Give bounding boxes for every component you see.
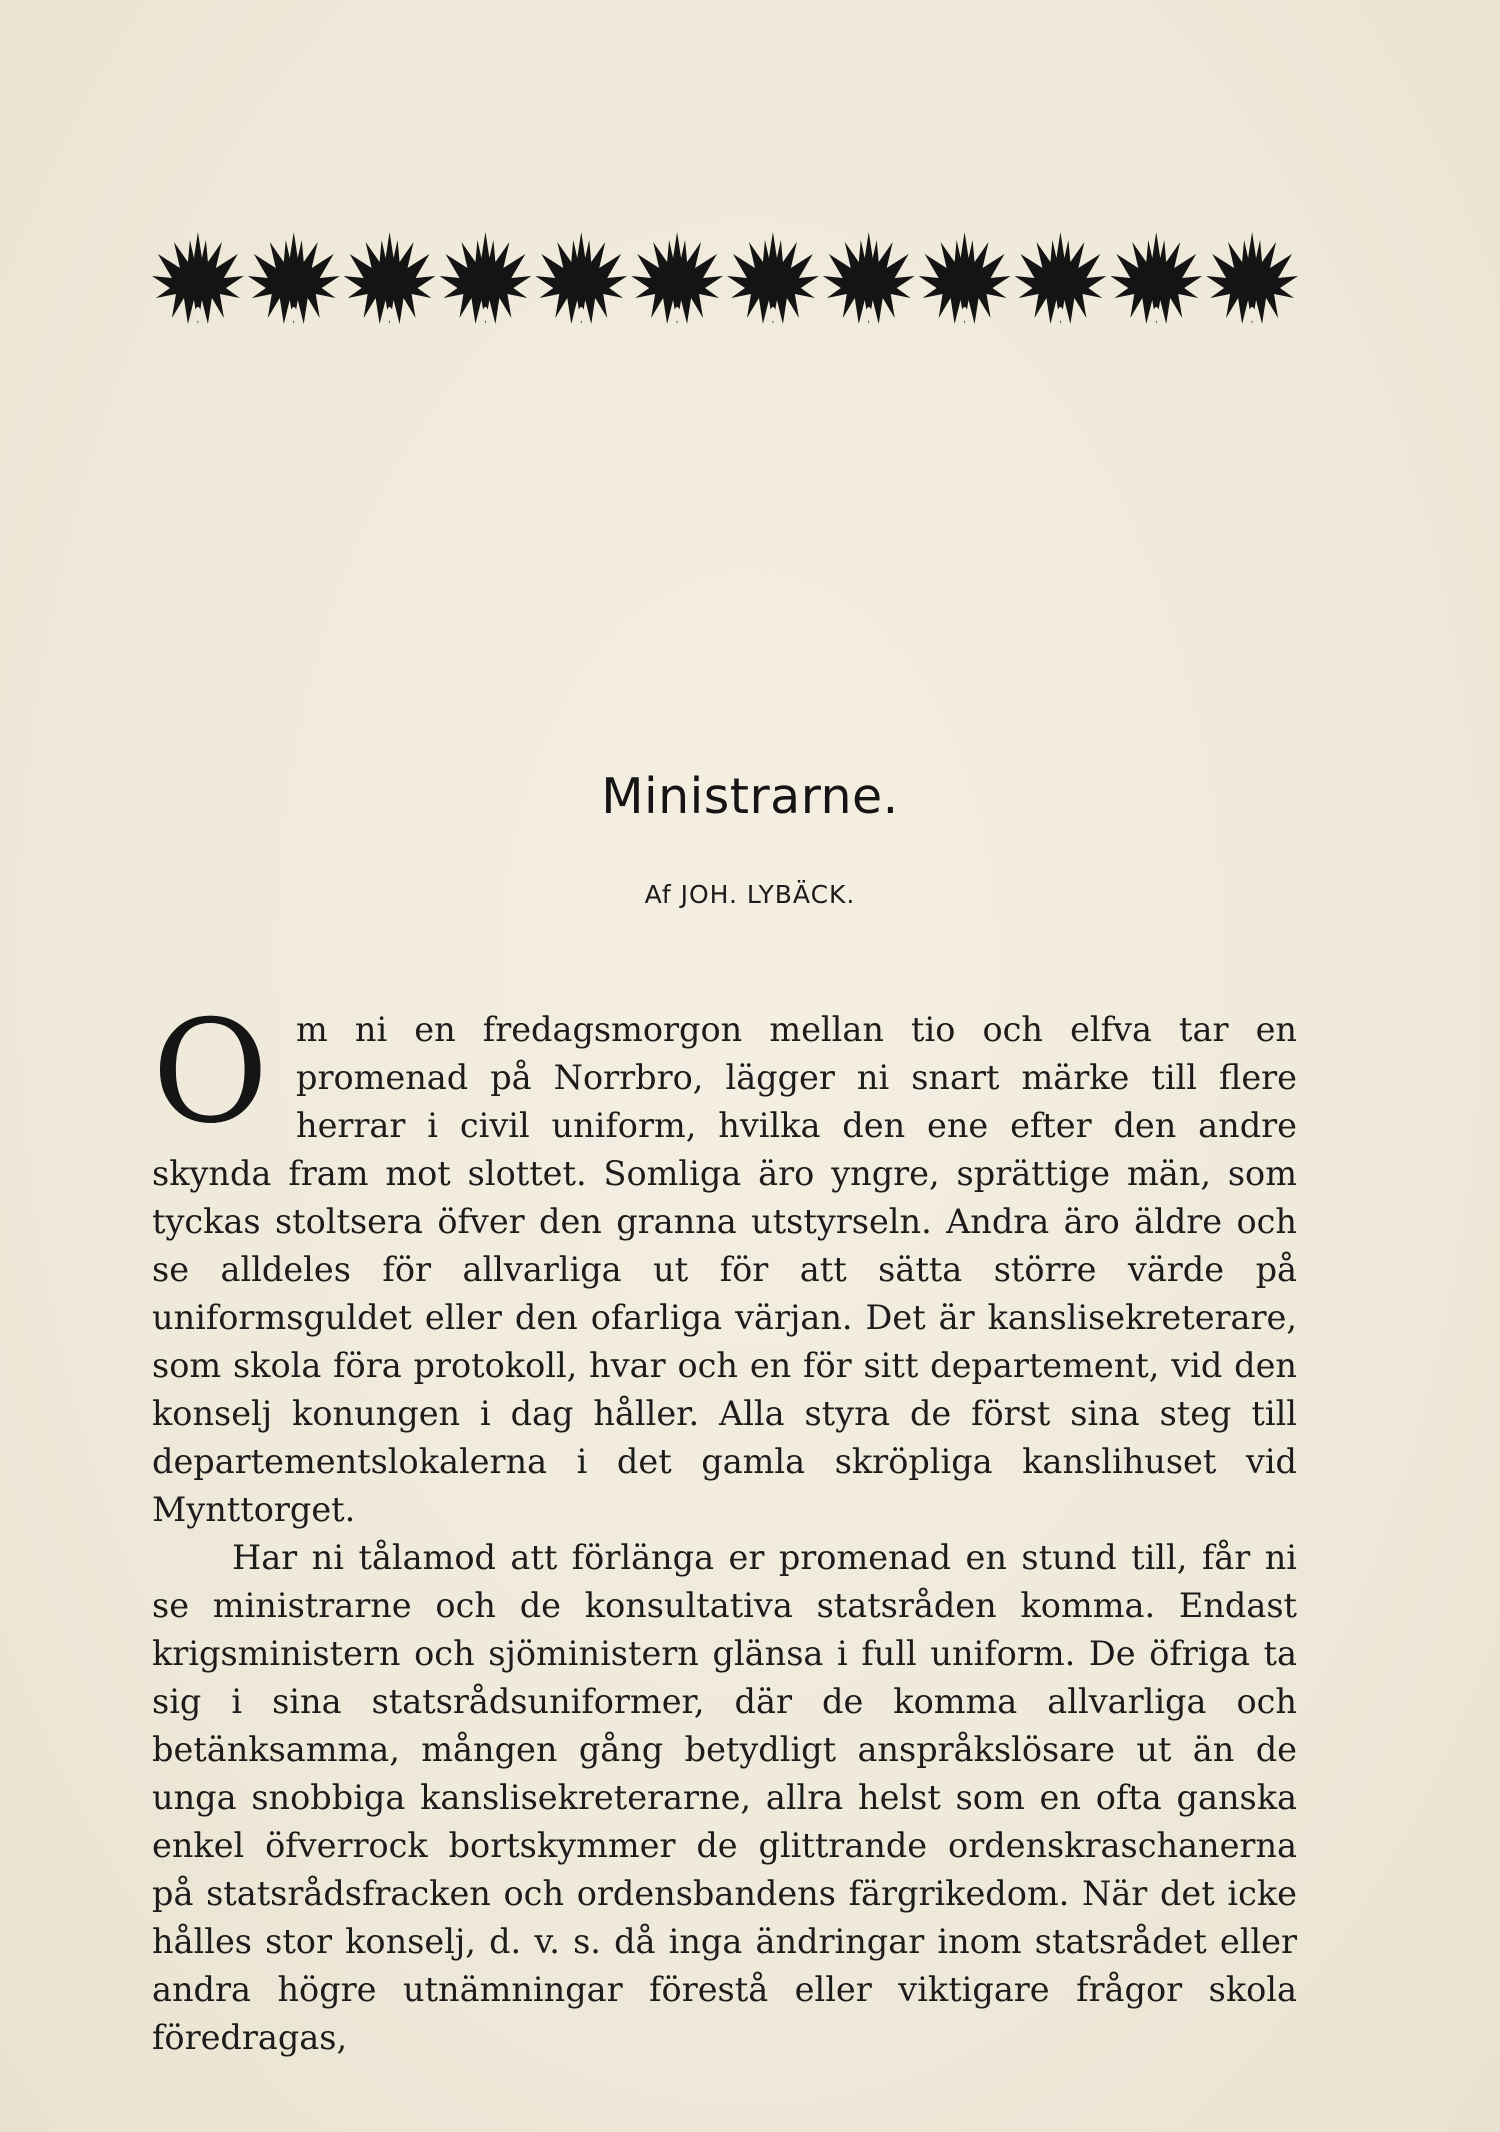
paragraph-1-text: m ni en fredagsmorgon mellan tio och elfva tar en promenad på Norrbro, lägger ni snart märke till flere herrar i civil uniform, hvilka den ene efter den andre skynda fram mot slottet. Somliga äro yngre, sprättige män, som tyckas stoltsera öfver den granna utstyrseln. Andra äro äldre och se alldeles för allvarliga ut för att sätta större värde på uniformsguldet eller den ofarliga värjan. Det är kanslisekreterare, som skola föra protokoll, hvar och en för sitt departement, vid den konselj konungen i dag håller. Alla styra de först sina steg till departementslokalerna i det gamla skröpliga kanslihuset vid Mynttorget.: [152, 1010, 1297, 1529]
palmette-motif: [1110, 232, 1202, 324]
palmette-motif: [248, 232, 340, 324]
article-title: Ministrarne.: [601, 768, 899, 825]
palmette-motif: [535, 232, 627, 324]
paragraph-2: Har ni tålamod att förlänga er promenad en stund till, får ni se ministrarne och de konsultativa statsråden komma. Endast krigsministern och sjöministern glänsa i full uniform. De öfriga ta sig i sina statsrådsuniformer, där de komma allvarliga och betänksamma, mången gång betydligt anspråkslösare ut än de unga snobbiga kanslisekreterarne, allra helst som en ofta ganska enkel öfverrock bortskymmer de glittrande ordenskraschanerna på statsrådsfracken och ordensbandens färgrikedom. När det icke hålles stor konselj, d. v. s. då inga ändringar inom statsrådet eller andra högre utnämningar förestå eller viktigare frågor skola föredragas,: [152, 1538, 1297, 2057]
palmette-motif: [727, 232, 819, 324]
palmette-motif: [823, 232, 915, 324]
paragraph-1: [152, 990, 1297, 1534]
palmette-motif: [344, 232, 436, 324]
palmette-motif: [631, 232, 723, 324]
article-body: [152, 990, 1297, 2062]
palmette-motif: [919, 232, 1011, 324]
palmette-motif: [1014, 232, 1106, 324]
palmette-motif: [1206, 232, 1298, 324]
article-byline: Af JOH. LYBÄCK.: [644, 880, 856, 909]
drop-cap: O: [152, 990, 269, 1155]
palmette-motif: [152, 232, 244, 324]
palmette-motif: [439, 232, 531, 324]
palmette-border: [150, 228, 1300, 328]
